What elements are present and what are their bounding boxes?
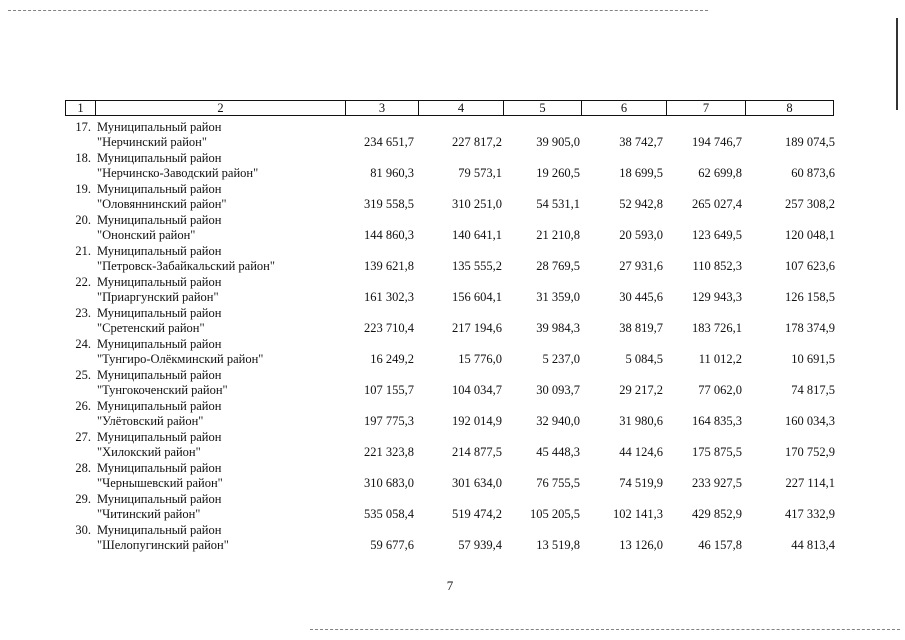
value-col-3: 221 323,8	[364, 445, 414, 459]
table-row	[0, 397, 905, 428]
value-col-8: 107 623,6	[785, 259, 835, 273]
value-col-8: 189 074,5	[785, 135, 835, 149]
value-col-6: 18 699,5	[619, 166, 663, 180]
header-cell-7: 7	[667, 101, 746, 115]
value-col-5: 30 093,7	[536, 383, 580, 397]
table-row	[0, 428, 905, 459]
value-col-7: 110 852,3	[692, 259, 742, 273]
value-col-6: 52 942,8	[619, 197, 663, 211]
row-name-line2: "Нерчинско-Заводский район"	[97, 166, 259, 180]
row-number: 25.	[75, 368, 91, 382]
value-col-5: 39 984,3	[536, 321, 580, 335]
row-number: 24.	[75, 337, 91, 351]
table-row	[0, 521, 905, 552]
row-number: 17.	[75, 120, 91, 134]
row-name-line2: "Тунгиро-Олёкминский район"	[97, 352, 264, 366]
row-name-line1: Муниципальный район	[97, 492, 222, 506]
value-col-7: 183 726,1	[692, 321, 742, 335]
value-col-6: 38 742,7	[619, 135, 663, 149]
value-col-8: 120 048,1	[785, 228, 835, 242]
value-col-5: 13 519,8	[536, 538, 580, 552]
row-name-line1: Муниципальный район	[97, 244, 222, 258]
table-row	[0, 149, 905, 180]
row-number: 30.	[75, 523, 91, 537]
value-col-4: 156 604,1	[452, 290, 502, 304]
value-col-6: 38 819,7	[619, 321, 663, 335]
table-row	[0, 180, 905, 211]
row-number: 23.	[75, 306, 91, 320]
table-row	[0, 459, 905, 490]
value-col-3: 535 058,4	[364, 507, 414, 521]
value-col-7: 129 943,3	[692, 290, 742, 304]
value-col-6: 102 141,3	[613, 507, 663, 521]
value-col-7: 123 649,5	[692, 228, 742, 242]
value-col-6: 5 084,5	[625, 352, 663, 366]
value-col-3: 59 677,6	[370, 538, 414, 552]
scan-artifact-right-edge	[896, 18, 898, 110]
page-number: 7	[446, 578, 454, 593]
value-col-5: 39 905,0	[536, 135, 580, 149]
value-col-5: 28 769,5	[536, 259, 580, 273]
value-col-7: 77 062,0	[698, 383, 742, 397]
value-col-5: 105 205,5	[530, 507, 580, 521]
row-name-line1: Муниципальный район	[97, 399, 222, 413]
value-col-8: 60 873,6	[791, 166, 835, 180]
value-col-7: 429 852,9	[692, 507, 742, 521]
header-cell-2: 2	[96, 101, 346, 115]
value-col-4: 227 817,2	[452, 135, 502, 149]
row-number: 26.	[75, 399, 91, 413]
header-cell-4: 4	[419, 101, 504, 115]
header-cell-6: 6	[582, 101, 667, 115]
value-col-3: 81 960,3	[370, 166, 414, 180]
header-cell-8: 8	[786, 101, 793, 115]
value-col-7: 11 012,2	[698, 352, 742, 366]
table-row	[0, 273, 905, 304]
value-col-4: 214 877,5	[452, 445, 502, 459]
value-col-3: 197 775,3	[364, 414, 414, 428]
row-name-line1: Муниципальный район	[97, 461, 222, 475]
value-col-6: 13 126,0	[619, 538, 663, 552]
value-col-5: 19 260,5	[536, 166, 580, 180]
value-col-5: 21 210,8	[536, 228, 580, 242]
value-col-6: 27 931,6	[619, 259, 663, 273]
scan-artifact-bottom-line	[310, 629, 900, 630]
table-row	[0, 118, 905, 149]
value-col-4: 104 034,7	[452, 383, 502, 397]
value-col-4: 57 939,4	[458, 538, 502, 552]
value-col-4: 140 641,1	[452, 228, 502, 242]
row-number: 18.	[75, 151, 91, 165]
value-col-8: 74 817,5	[791, 383, 835, 397]
value-col-6: 29 217,2	[619, 383, 663, 397]
table-row	[0, 242, 905, 273]
value-col-5: 76 755,5	[536, 476, 580, 490]
value-col-5: 5 237,0	[542, 352, 580, 366]
row-number: 22.	[75, 275, 91, 289]
value-col-7: 175 875,5	[692, 445, 742, 459]
value-col-7: 265 027,4	[692, 197, 742, 211]
value-col-7: 194 746,7	[692, 135, 742, 149]
value-col-8: 126 158,5	[785, 290, 835, 304]
value-col-4: 192 014,9	[452, 414, 502, 428]
value-col-6: 30 445,6	[619, 290, 663, 304]
value-col-8: 178 374,9	[785, 321, 835, 335]
row-number: 20.	[75, 213, 91, 227]
row-name-line1: Муниципальный район	[97, 523, 222, 537]
value-col-7: 164 835,3	[692, 414, 742, 428]
value-col-8: 10 691,5	[791, 352, 835, 366]
row-name-line1: Муниципальный район	[97, 213, 222, 227]
value-col-5: 31 359,0	[536, 290, 580, 304]
value-col-4: 519 474,2	[452, 507, 502, 521]
value-col-7: 233 927,5	[692, 476, 742, 490]
row-name-line1: Муниципальный район	[97, 275, 222, 289]
value-col-3: 139 621,8	[364, 259, 414, 273]
value-col-4: 79 573,1	[458, 166, 502, 180]
value-col-6: 31 980,6	[619, 414, 663, 428]
row-name-line1: Муниципальный район	[97, 306, 222, 320]
value-col-3: 144 860,3	[364, 228, 414, 242]
row-name-line1: Муниципальный район	[97, 182, 222, 196]
row-name-line2: "Читинский район"	[97, 507, 201, 521]
value-col-6: 74 519,9	[619, 476, 663, 490]
row-name-line2: "Сретенский район"	[97, 321, 205, 335]
row-number: 27.	[75, 430, 91, 444]
value-col-3: 234 651,7	[364, 135, 414, 149]
row-name-line2: "Чернышевский район"	[97, 476, 223, 490]
header-cell-5: 5	[504, 101, 582, 115]
value-col-4: 15 776,0	[458, 352, 502, 366]
row-number: 21.	[75, 244, 91, 258]
row-name-line2: "Ононский район"	[97, 228, 196, 242]
value-col-3: 319 558,5	[364, 197, 414, 211]
row-number: 19.	[75, 182, 91, 196]
value-col-3: 310 683,0	[364, 476, 414, 490]
row-name-line2: "Хилокский район"	[97, 445, 201, 459]
table-row	[0, 490, 905, 521]
row-number: 28.	[75, 461, 91, 475]
value-col-8: 160 034,3	[785, 414, 835, 428]
value-col-8: 227 114,1	[785, 476, 835, 490]
value-col-8: 257 308,2	[785, 197, 835, 211]
row-name-line2: "Петровск-Забайкальский район"	[97, 259, 275, 273]
row-name-line2: "Шелопугинский район"	[97, 538, 229, 552]
row-name-line1: Муниципальный район	[97, 368, 222, 382]
value-col-4: 310 251,0	[452, 197, 502, 211]
table-row	[0, 335, 905, 366]
row-name-line2: "Нерчинский район"	[97, 135, 207, 149]
value-col-6: 20 593,0	[619, 228, 663, 242]
header-cell-3: 3	[346, 101, 419, 115]
table-body	[0, 118, 905, 552]
value-col-3: 16 249,2	[370, 352, 414, 366]
value-col-7: 46 157,8	[698, 538, 742, 552]
value-col-8: 170 752,9	[785, 445, 835, 459]
table-header	[65, 100, 834, 116]
row-name-line1: Муниципальный район	[97, 151, 222, 165]
value-col-8: 417 332,9	[785, 507, 835, 521]
row-number: 29.	[75, 492, 91, 506]
value-col-5: 54 531,1	[536, 197, 580, 211]
row-name-line1: Муниципальный район	[97, 430, 222, 444]
table-row	[0, 211, 905, 242]
scan-artifact-top-line	[8, 10, 708, 11]
value-col-5: 32 940,0	[536, 414, 580, 428]
row-name-line1: Муниципальный район	[97, 337, 222, 351]
row-name-line2: "Приаргунский район"	[97, 290, 219, 304]
value-col-3: 107 155,7	[364, 383, 414, 397]
row-name-line2: "Тунгокоченский район"	[97, 383, 228, 397]
value-col-3: 223 710,4	[364, 321, 414, 335]
row-name-line2: "Оловяннинский район"	[97, 197, 227, 211]
value-col-6: 44 124,6	[619, 445, 663, 459]
value-col-4: 217 194,6	[452, 321, 502, 335]
header-cell-1: 1	[66, 101, 96, 115]
value-col-7: 62 699,8	[698, 166, 742, 180]
value-col-3: 161 302,3	[364, 290, 414, 304]
value-col-5: 45 448,3	[536, 445, 580, 459]
value-col-4: 301 634,0	[452, 476, 502, 490]
value-col-4: 135 555,2	[452, 259, 502, 273]
row-name-line2: "Улётовский район"	[97, 414, 204, 428]
table-row	[0, 366, 905, 397]
value-col-8: 44 813,4	[791, 538, 835, 552]
row-name-line1: Муниципальный район	[97, 120, 222, 134]
table-row	[0, 304, 905, 335]
